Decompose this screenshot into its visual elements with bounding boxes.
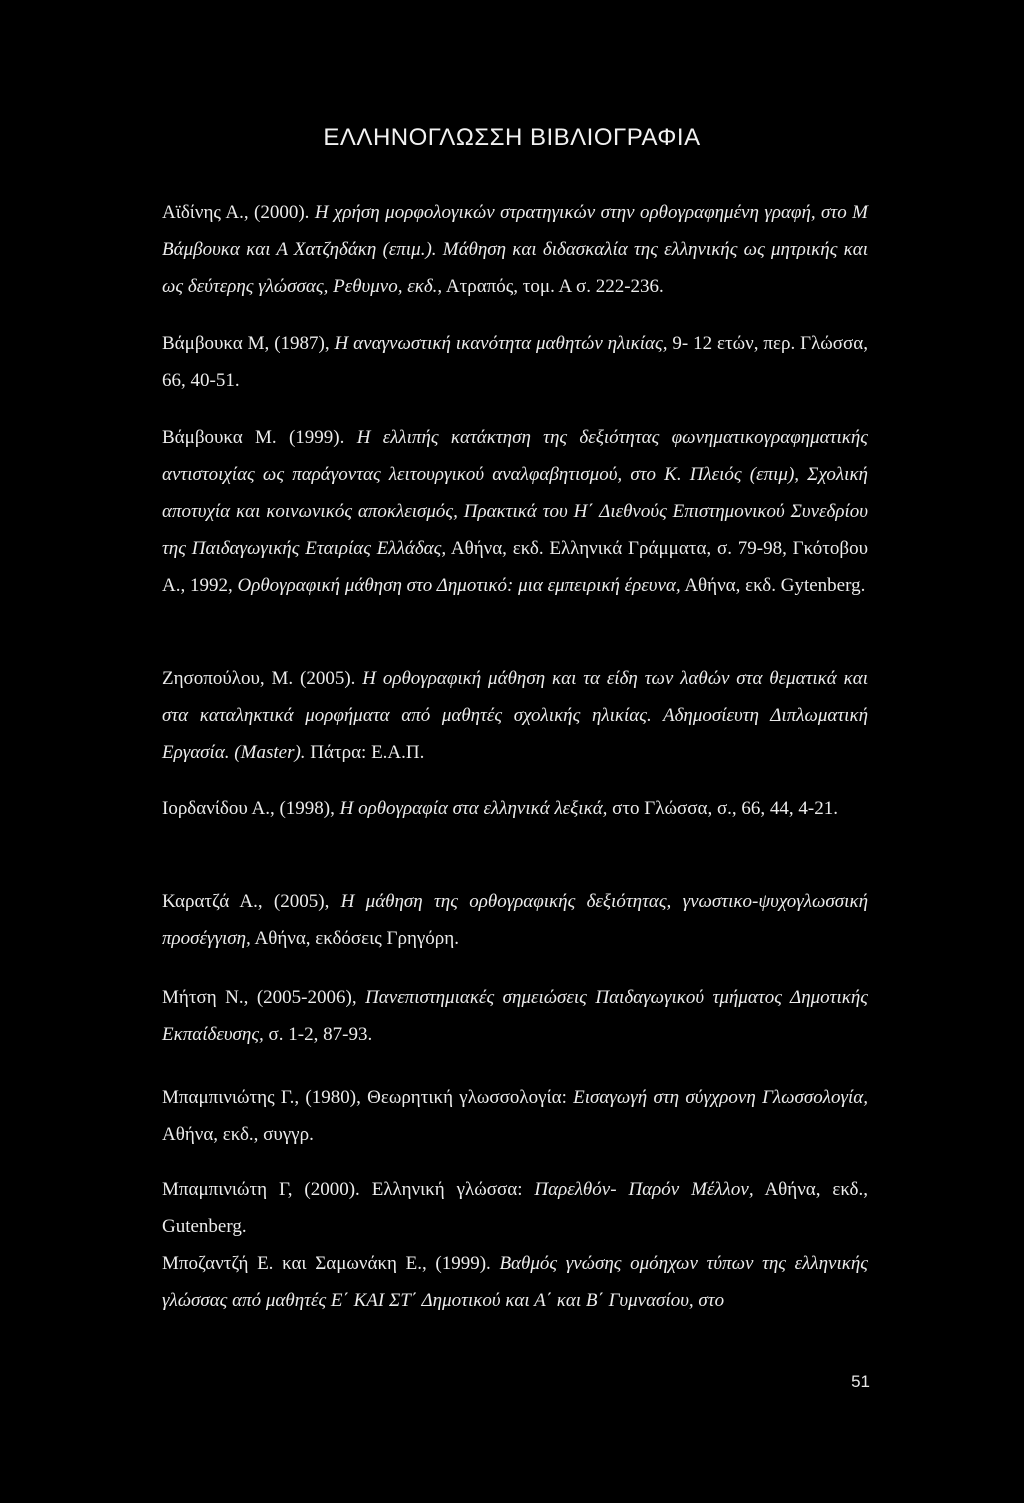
entry-text: Βάμβουκα Μ. (1999). <box>162 427 357 448</box>
entry-text: 9- 12 ετών, περ. Γλώσσα, 66, 40-51. <box>162 333 868 391</box>
entry-text: , Ατραπός, τομ. Α σ. 222-236. <box>437 276 664 297</box>
entry-text: Αθήνα, εκδ. Ελληνικά Γράμματα, σ. 79-98, Γκότοβου Α., 1992, <box>162 538 868 596</box>
bibliography-entry <box>162 325 868 399</box>
entry-title-italic: Πανεπιστημιακές σημειώσεις Παιδαγωγικού τμήματος Δημοτικής Εκπαίδευσης, <box>162 987 868 1045</box>
bibliography-entry <box>162 1171 868 1245</box>
entry-text: Μπαμπινιώτης Γ., (1980), Θεωρητική γλωσσολογία: <box>162 1087 574 1108</box>
entry-text: Ιορδανίδου Α., (1998), <box>162 798 340 819</box>
entry-title-italic: Παρελθόν- Παρόν Μέλλον, <box>534 1179 754 1200</box>
entry-title-italic: Η ορθογραφική μάθηση και τα είδη των λαθών στα θεματικά και στα καταληκτικά μορφήματα από μαθητές σχολικής ηλικίας. Αδημοσίευτη Διπλωματική Εργασία. (Master). <box>162 668 869 763</box>
entry-title-italic: Η ορθογραφία στα ελληνικά λεξικά, <box>339 798 608 819</box>
bibliography-entry <box>162 194 868 305</box>
entry-text: Αθήνα, εκδόσεις Γρηγόρη. <box>250 928 459 949</box>
bibliography-entry <box>162 883 868 957</box>
page-number: 51 <box>851 1372 870 1391</box>
entry-text: Καρατζά Α., (2005), <box>162 891 341 912</box>
entry-title-italic: Η μάθηση της ορθογραφικής δεξιότητας, γνωστικο-ψυχογλωσσική προσέγγιση, <box>162 891 868 949</box>
entry-title-italic: Η ελλιπής κατάκτηση της δεξιότητας φωνηματικογραφηματικής αντιστοιχίας ως παράγοντας λειτουργικού αναλφαβητισμού, στο Κ. Πλειός (επιμ), Σχολική αποτυχία και κοινωνικός αποκλεισμός, Πρακτικά του Η΄ Διεθνούς Επιστημονικού Συνεδρίου της Παιδαγωγικής Εταιρίας Ελλάδας, <box>162 427 868 559</box>
entry-text: στο Γλώσσα, σ., 66, 44, 4-21. <box>607 798 839 819</box>
entry-text: Αθήνα, εκδ., συγγρ. <box>162 1124 314 1145</box>
entry-title-italic: Εισαγωγή στη σύγχρονη Γλωσσολογία, <box>573 1087 868 1108</box>
page-title: ΕΛΛΗΝΟΓΛΩΣΣΗ ΒΙΒΛΙΟΓΡΑΦΙΑ <box>323 124 701 151</box>
entry-text: Μποζαντζή Ε. και Σαμωνάκη Ε., (1999). <box>162 1253 500 1274</box>
entry-text: Μπαμπινιώτη Γ, (2000). Ελληνική γλώσσα: <box>162 1179 535 1200</box>
bibliography-entry <box>162 660 868 771</box>
entry-title-italic: Ορθογραφική μάθηση στο Δημοτικό: μια εμπειρική έρευνα, <box>237 575 681 596</box>
entry-text: Αθήνα, εκδ., Gutenberg. <box>162 1179 869 1237</box>
entry-text: Βάμβουκα Μ, (1987), <box>162 333 335 354</box>
entry-text: Αθήνα, εκδ. Gytenberg. <box>680 575 866 596</box>
entry-text: Μήτση Ν., (2005-2006), <box>162 987 366 1008</box>
entry-title-italic: Βαθμός γνώσης ομόηχων τύπων της ελληνικής γλώσσας από μαθητές Ε΄ ΚΑΙ ΣΤ΄ Δημοτικού και Α΄ και Β΄ Γυμνασίου, στο <box>162 1253 869 1311</box>
entry-title-italic: Η χρήση μορφολογικών στρατηγικών στην ορθογραφημένη γραφή, στο Μ Βάμβουκα και Α Χατζηδάκη (επιμ.). Μάθηση και διδασκαλία της ελληνικής ως μητρικής και ως δεύτερης γλώσσας, Ρεθυμνο, εκδ. <box>162 202 868 297</box>
entry-text: σ. 1-2, 87-93. <box>263 1024 373 1045</box>
bibliography-entry <box>162 979 868 1053</box>
bibliography-entry <box>162 419 868 604</box>
entry-text: Ζησοπούλου, Μ. (2005). <box>162 668 363 689</box>
bibliography-entry <box>162 1245 868 1319</box>
bibliography-entry <box>162 1079 868 1153</box>
entry-title-italic: Η αναγνωστική ικανότητα μαθητών ηλικίας, <box>334 333 668 354</box>
entry-text: Αϊδίνης Α., (2000). <box>162 202 315 223</box>
entry-text: Πάτρα: Ε.Α.Π. <box>305 742 425 763</box>
bibliography-entry <box>162 790 868 827</box>
